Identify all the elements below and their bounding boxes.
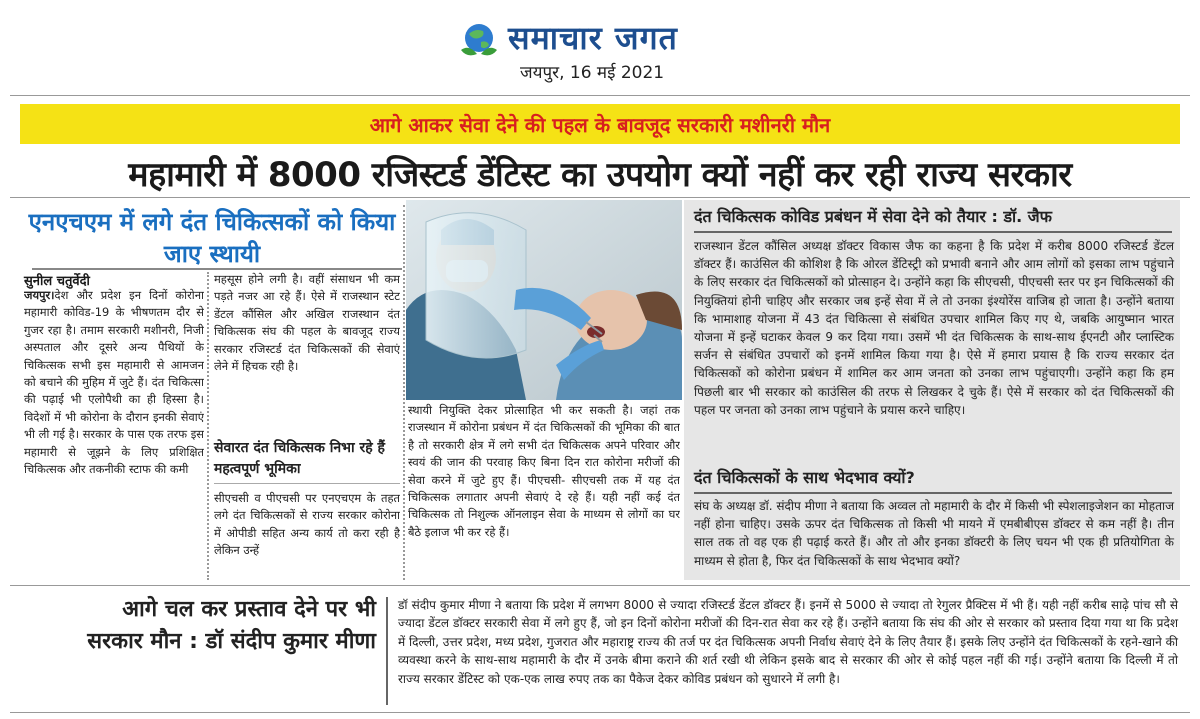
sidebar-rule-2 bbox=[694, 492, 1172, 494]
main-headline: महामारी में 8000 रजिस्टर्ड डेंटिस्ट का उपयोग क्यों नहीं कर रही राज्य सरकार bbox=[128, 155, 1072, 195]
column-1-text: देश और प्रदेश इन दिनों कोरोना महामारी कोविड-19 के भीषणतम दौर से गुजर रहा है। तमाम सरकारी मशीनरी, निजी अस्पताल और दूसरे अन्य पैथियों के चिकित्सक सभी इस महामारी से आमजन को बचाने की मुहिम में जुटे हैं। दंत चिकित्सा की पढ़ाई भी एलोपैथी का ही हिस्सा है। विदेशों में भी कोरोना के दौरान इनकी सेवाएं भी ली गई है। सरकार के पास एक तरफ इस महामारी से जूझने के लिए प्रशिक्षित चिकित्सक और तकनीकी स्टाफ की कमी bbox=[24, 288, 204, 477]
sidebar-headline-2: दंत चिकित्सकों के साथ भेदभाव क्यों? bbox=[694, 468, 915, 487]
sidebar-headline: दंत चिकित्सक कोविड प्रबंधन में सेवा देने को तैयार : डॉ. जैफ bbox=[694, 207, 1053, 226]
kicker-banner bbox=[20, 104, 1180, 144]
bottom-text: डॉ संदीप कुमार मीणा ने बताया कि प्रदेश में लगभग 8000 से ज्यादा रजिस्टर्ड डेंटल डॉक्टर हैं। इनमें से 5000 से ज्यादा तो रेगुलर प्रैक्टिस में भी हैं। यही नहीं करीब साढ़े पांच सौ से ज्यादा डेंटल डॉक्टर सरकारी सेवा में लगे हुए हैं, जो इन दिनों कोरोना मरीजों की दिन-रात सेवा कर रहे हैं। उन्होंने बताया कि संघ की ओर से सरकार को प्रस्ताव दिया गया था कि प्रदेश में दिल्ली, उत्तर प्रदेश, मध्य प्रदेश, गुजरात और महाराष्ट्र राज्य की तर्ज पर दंत चिकित्सक अपनी निर्वाध सेवाएं देने के लिए तैयार हैं। इसके लिए उन्होंने दंत चिकित्सकों के रहने-खाने की व्यवस्था करने के साथ-साथ महामारी के दौर में उनके बीमा कराने की शर्त रखी थी लेकिन इसके बाद से सरकार की ओर से कोई पहल नहीं की गई। उन्होंने बताया कि दिल्ली में तो राज्य सरकार डेंटिस्ट को एक-एक लाख रुपए तक का पैकेज देकर कोविड प्रबंधन को सुधारने में लगी है। bbox=[398, 598, 1178, 686]
dentist-photo bbox=[406, 200, 682, 400]
masthead-divider bbox=[10, 95, 1190, 96]
globe-leaf-icon bbox=[455, 20, 503, 60]
bottom-headline: आगे चल कर प्रस्ताव देने पर भी सरकार मौन : डॉ संदीप कुमार मीणा bbox=[87, 597, 376, 654]
column-2-subhead: सेवारत दंत चिकित्सक निभा रहे हैं महत्वपूर्ण भूमिका bbox=[214, 440, 385, 477]
article-column-1 bbox=[24, 287, 204, 582]
article-column-2b: सीएचसी व पीएचसी पर एनएचएम के तहत लगे दंत चिकित्सकों से राज्य सरकार कोरोना में ओपीडी सहित अन्य कार्य तो करा रही है लेकिन उन्हें bbox=[214, 491, 400, 558]
story-subheadline: एनएचएम में लगे दंत चिकित्सकों को किया जाए स्थायी bbox=[28, 208, 396, 268]
brand-title: समाचार जगत bbox=[508, 19, 678, 57]
column-divider bbox=[403, 205, 407, 580]
column-divider bbox=[207, 272, 211, 580]
dateline-lead: जयपुर। bbox=[24, 288, 55, 302]
sidebar-text-2: संघ के अध्यक्ष डॉ. संदीप मीणा ने बताया कि अव्वल तो महामारी के दौर में किसी भी स्पेशलाइजेशन का मोहताज नहीं होना चाहिए। उसके ऊपर दंत चिकित्सक तो किसी भी मायने में एमबीबीएस डॉक्टर से कम नहीं है। तीन साल तक तो वह एक ही पढ़ाई करते हैं। और तो और इनका डॉक्टरी के लिए चयन भी एक ही प्रतियोगिता के माध्यम से होता है, फिर दंत चिकित्सकों के साथ भेदभाव क्यों? bbox=[694, 499, 1174, 568]
bottom-vertical-rule bbox=[386, 597, 388, 705]
subhead-divider bbox=[214, 483, 400, 484]
dateline: जयपुर, 16 मई 2021 bbox=[520, 63, 665, 83]
headline-divider bbox=[10, 197, 1190, 198]
sidebar-text: राजस्थान डेंटल कौंसिल अध्यक्ष डॉक्टर विकास जैफ का कहना है कि प्रदेश में करीब 8000 रजिस्टर्ड डेंटल डॉक्टर हैं। काउंसिल की कोशिश है कि ओरल डेंटिस्ट्री को प्रभावी बनाने और आम लोगों को इसका लाभ पहुंचाने के लिए सरकार दंत चिकित्सकों को प्रोत्साहन दे। उन्होंने कहा कि सीएचसी, पीएचसी स्तर पर इन चिकित्सकों की नियुक्तियां होनी चाहिए और सरकार जब इन्हें सेवा में ले तो उनका इंश्योरेंस वाजिब हो जाता है। उन्होंने बताया कि भामाशाह योजना में 43 दंत चिकित्सा से संबंधित उपचार शामिल किए गए थे, जबकि आयुष्मान भारत योजना में इन्हें घटाकर केवल 9 कर दिया गया। उसमें भी दंत चिकित्सक के साथ-साथ ईएनटी और प्लास्टिक सर्जन से संबंधित उपचारों को इनमें शामिल किया गया है। ऐसे में हमारा प्रयास है कि राज्य सरकार दंत चिकित्सकों को कोरोना प्रबंधन में शामिल कर आम जनता को उनका लाभ पहुंचाएगी। उन्होंने कहा कि हम पिछली बार भी सरकार को काउंसिल की तरफ से लिखकर दे चुके हैं। ऐसे में सरकार को दंत चिकित्सकों की पहल पर जनता को उनका लाभ पहुंचाने के प्रयास करने चाहिए। bbox=[694, 239, 1174, 417]
sidebar-rule bbox=[694, 231, 1172, 233]
subhead-underline bbox=[32, 268, 402, 270]
masthead bbox=[0, 0, 1200, 95]
article-column-3: स्थायी नियुक्ति देकर प्रोत्साहित भी कर सकती है। जहां तक राजस्थान में कोरोना प्रबंधन में दंत चिकित्सकों की भूमिका की बात है तो सरकारी क्षेत्र में लगे सभी दंत चिकित्सक अपने परिवार और स्वयं की जान की परवाह किए बिना दिन रात कोरोना मरीजों की सेवा करने में जुटे हुए हैं। पीएचसी- सीएचसी तक में यह दंत चिकित्सक लगातार अपनी सेवाएं दे रहे हैं। यही नहीं कई दंत चिकित्सक तो निशुल्क ऑनलाइन सेवा के माध्यम से लोगों का घर बैठे इलाज भी कर रहे हैं। bbox=[408, 403, 680, 539]
bottom-divider bbox=[10, 585, 1190, 586]
page-bottom-rule bbox=[10, 712, 1190, 713]
byline: सुनील चतुर्वेदी bbox=[24, 274, 90, 289]
kicker-text: आगे आकर सेवा देने की पहल के बावजूद सरकारी मशीनरी मौन bbox=[369, 112, 831, 137]
article-column-2: महसूस होने लगी है। वहीं संसाधन भी कम पड़ते नजर आ रहे हैं। ऐसे में राजस्थान स्टेट डेंटल कौंसिल और अखिल राजस्थान दंत चिकित्सक संघ की पहल के बावजूद राज्य सरकार रजिस्टर्ड दंत चिकित्सकों की सेवाएं लेने में हिचक रही है। bbox=[214, 272, 400, 374]
